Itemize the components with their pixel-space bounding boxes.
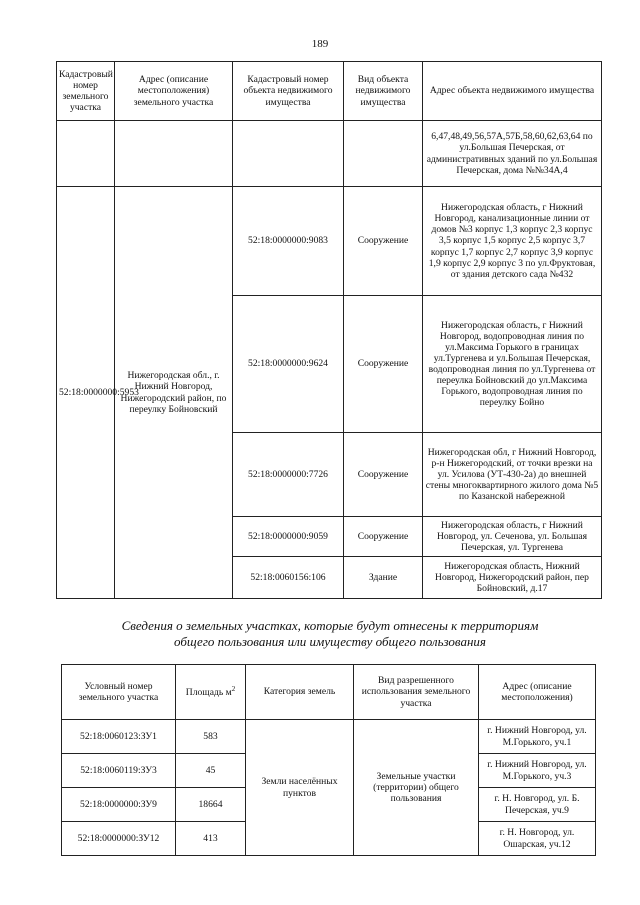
header-land-cadastral: Кадастровый номер земельного участка	[57, 62, 115, 121]
land-category: Земли населённых пунктов	[246, 720, 354, 856]
object-address: Нижегородская область, г Нижний Новгород, ул. Сеченова, ул. Большая Печерская, ул. Тургенева	[423, 517, 602, 557]
land-cadastral-number: 52:18:0000000:5953	[57, 187, 115, 599]
table-row	[57, 187, 602, 296]
plot-area: 18664	[176, 788, 246, 822]
object-type: Сооружение	[344, 433, 423, 517]
object-address: Нижегородская область, г Нижний Новгород, канализационные линии от домов №3 корпус 1,3 корпус 2,3 корпус 3,5 корпус 1,5 корпус 2,5 корпус 3,7 корпус 1,7 корпус 2,7 корпус 3,9 корпус 1,9 корпус 2,9 корпус 3 по ул.Фруктовая, от здания детского сада №432	[423, 187, 602, 296]
header-object-type: Вид объекта недвижимого имущества	[344, 62, 423, 121]
empty-cell	[115, 121, 233, 187]
header-plot-address: Адрес (описание местоположения)	[479, 665, 596, 720]
plot-area: 45	[176, 754, 246, 788]
page-number: 189	[311, 38, 329, 50]
plot-number: 52:18:0060119:ЗУ3	[62, 754, 176, 788]
header-land-address: Адрес (описание местоположения) земельного участка	[115, 62, 233, 121]
header-object-address: Адрес объекта недвижимого имущества	[423, 62, 602, 121]
section-title	[60, 618, 600, 651]
table-row	[62, 720, 596, 754]
table-header-row	[57, 62, 602, 121]
plot-number: 52:18:0000000:ЗУ9	[62, 788, 176, 822]
header-category: Категория земель	[246, 665, 354, 720]
empty-cell	[233, 121, 344, 187]
header-area	[176, 665, 246, 720]
plot-address: г. Н. Новгород, ул. Б. Печерская, уч.9	[479, 788, 596, 822]
object-cadastral-number: 52:18:0000000:9624	[233, 296, 344, 433]
header-plot-number: Условный номер земельного участка	[62, 665, 176, 720]
plot-number: 52:18:0060123:ЗУ1	[62, 720, 176, 754]
plot-address: г. Нижний Новгород, ул. М.Горького, уч.3	[479, 754, 596, 788]
object-address: 6,47,48,49,56,57А,57Б,58,60,62,63,64 по ул.Большая Печерская, от административных зданий по ул.Большая Печерская, дома №№34А,4	[423, 121, 602, 187]
table-header-row	[62, 665, 596, 720]
object-address: Нижегородская обл, г Нижний Новгород, р-н Нижегородский, от точки врезки на ул. Усилова (УТ-430-2а) до внешней стены многоквартирного жилого дома №5 по Казанской набережной	[423, 433, 602, 517]
object-type: Сооружение	[344, 296, 423, 433]
permitted-use: Земельные участки (территории) общего пользования	[354, 720, 479, 856]
section-title-line: общего пользования или имуществу общего пользования	[174, 634, 486, 650]
plot-area: 413	[176, 822, 246, 856]
section-title-line: Сведения о земельных участках, которые будут отнесены к территориям	[121, 618, 539, 633]
object-address: Нижегородская область, г Нижний Новгород, водопроводная линия по ул.Максима Горького в границах ул.Тургенева и ул.Большая Печерская, водопроводная линия по ул.Тургенева от переулка Бойновский до ул.Максима Горького, водопроводная линия по переулку Бойно	[423, 296, 602, 433]
plot-address: г. Нижний Новгород, ул. М.Горького, уч.1	[479, 720, 596, 754]
land-address: Нижегородская обл., г. Нижний Новгород, Нижегородский район, по переулку Бойновский	[115, 187, 233, 599]
real-estate-table	[56, 61, 602, 599]
object-type: Сооружение	[344, 187, 423, 296]
land-plots-table	[61, 664, 596, 856]
object-cadastral-number: 52:18:0000000:9083	[233, 187, 344, 296]
header-area-label: Площадь м	[185, 687, 232, 699]
object-cadastral-number: 52:18:0060156:106	[233, 557, 344, 599]
object-address: Нижегородская область, Нижний Новгород, Нижегородский район, пер Бойновский, д.17	[423, 557, 602, 599]
object-cadastral-number: 52:18:0000000:7726	[233, 433, 344, 517]
plot-address: г. Н. Новгород, ул. Ошарская, уч.12	[479, 822, 596, 856]
plot-number: 52:18:0000000:ЗУ12	[62, 822, 176, 856]
object-type: Сооружение	[344, 517, 423, 557]
object-cadastral-number: 52:18:0000000:9059	[233, 517, 344, 557]
empty-cell	[344, 121, 423, 187]
header-object-cadastral: Кадастровый номер объекта недвижимого имущества	[233, 62, 344, 121]
empty-cell	[57, 121, 115, 187]
table-row	[57, 121, 602, 187]
object-type: Здание	[344, 557, 423, 599]
header-permitted-use: Вид разрешенного использования земельного участка	[354, 665, 479, 720]
plot-area: 583	[176, 720, 246, 754]
header-area-sup: 2	[231, 685, 236, 694]
